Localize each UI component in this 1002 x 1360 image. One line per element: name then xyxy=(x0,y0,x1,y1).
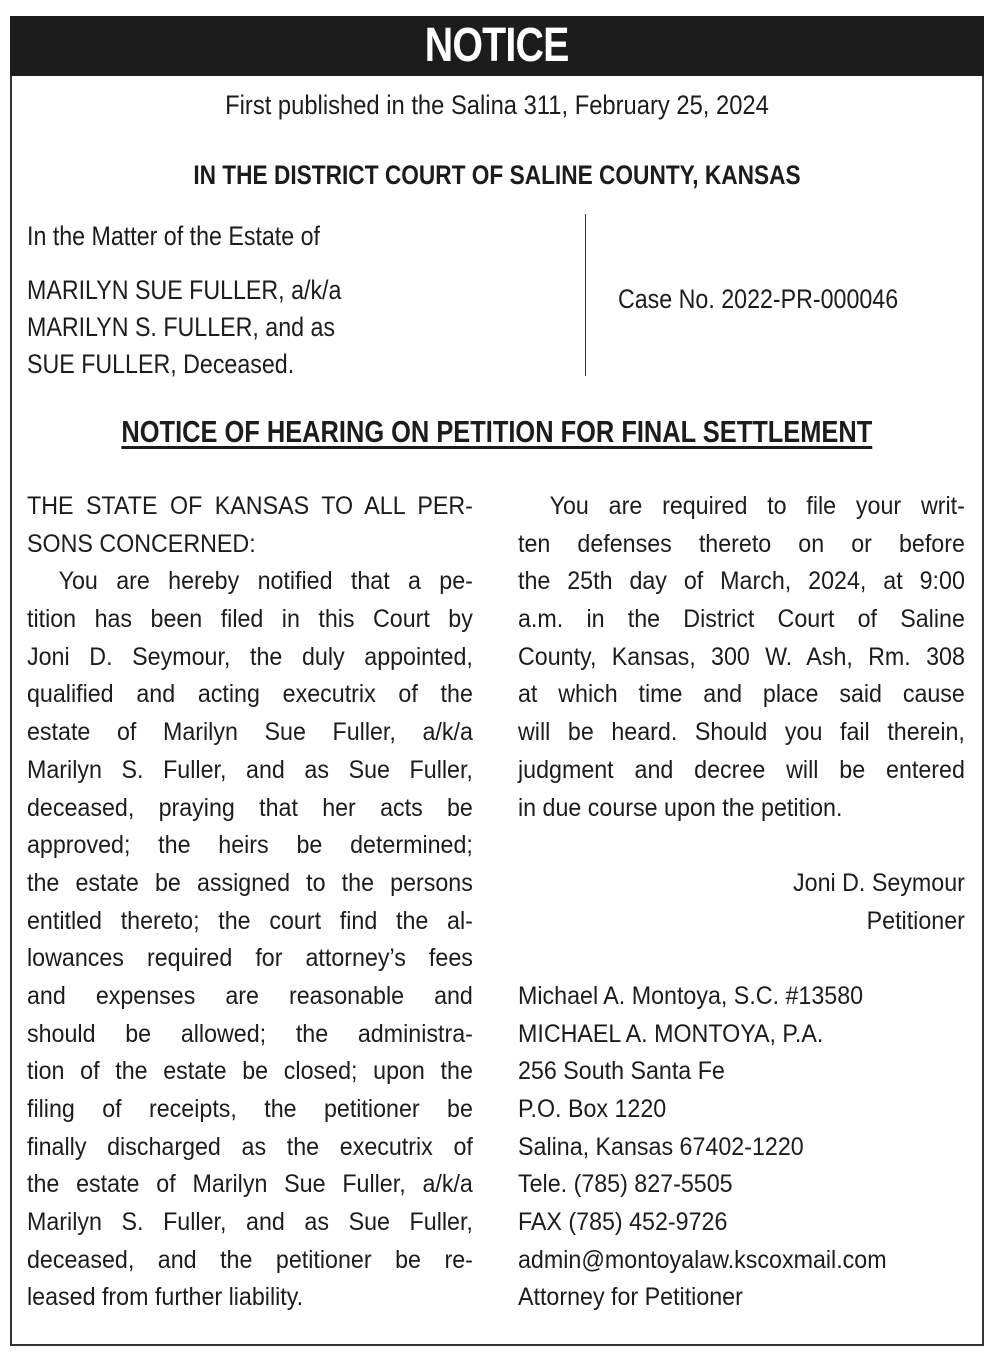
body-line: tition has been filed in this Court by xyxy=(27,605,473,634)
body-line: lowances required for attorney’s fees xyxy=(27,944,473,973)
body-line: Marilyn S. Fuller, and as Sue Fuller, xyxy=(27,1208,473,1237)
body-line: THE STATE OF KANSAS TO ALL PER- xyxy=(27,492,473,520)
body-line: tion of the estate be closed; upon the xyxy=(27,1057,473,1086)
court-heading: IN THE DISTRICT COURT OF SALINE COUNTY, KANSAS xyxy=(193,160,801,190)
attorney-name: Michael A. Montoya, S.C. #13580 xyxy=(518,981,864,1010)
attorney-phone: Tele. (785) 827-5505 xyxy=(518,1170,733,1199)
attorney-po-box: P.O. Box 1220 xyxy=(518,1095,667,1123)
body-line: You are required to file your writ- xyxy=(549,492,965,520)
body-line: the 25th day of March, 2024, at 9:00 xyxy=(518,567,965,596)
body-line: deceased, praying that her acts be xyxy=(27,793,473,822)
body-line: the estate of Marilyn Sue Fuller, a/k/a xyxy=(27,1170,473,1199)
body-line: the estate be assigned to the persons xyxy=(27,868,473,897)
right-column xyxy=(518,488,965,1317)
signature-role: Petitioner xyxy=(866,906,965,935)
body-line: at which time and place said cause xyxy=(518,680,965,709)
notice-title xyxy=(10,414,984,450)
body-line: County, Kansas, 300 W. Ash, Rm. 308 xyxy=(518,642,965,671)
body-line: SONS CONCERNED: xyxy=(27,529,256,558)
attorney-role: Attorney for Petitioner xyxy=(518,1283,743,1312)
body-line: entitled thereto; the court find the al- xyxy=(27,906,473,935)
body-line: finally discharged as the executrix of xyxy=(27,1132,473,1161)
decedent-name-line: MARILYN SUE FULLER, a/k/a xyxy=(27,275,342,305)
body-line: ten defenses thereto on or before xyxy=(518,529,965,558)
body-line: You are hereby notified that a pe- xyxy=(58,567,473,596)
decedent-name-line: MARILYN S. FULLER, and as xyxy=(27,312,336,342)
body-line: filing of receipts, the petitioner be xyxy=(27,1095,473,1123)
body-line: should be allowed; the administra- xyxy=(27,1019,473,1048)
notice-title-text: NOTICE OF HEARING ON PETITION FOR FINAL SETTLEMENT xyxy=(121,414,873,449)
attorney-firm: MICHAEL A. MONTOYA, P.A. xyxy=(518,1019,824,1048)
attorney-city: Salina, Kansas 67402-1220 xyxy=(518,1132,804,1161)
case-caption xyxy=(27,218,341,383)
signature-name: Joni D. Seymour xyxy=(793,868,965,897)
publication-line: First published in the Salina 311, February 25, 2024 xyxy=(225,90,769,120)
body-line: approved; the heirs be determined; xyxy=(27,831,473,860)
body-line: qualified and acting executrix of the xyxy=(27,680,473,709)
body-line: in due course upon the petition. xyxy=(518,793,843,822)
banner-title: NOTICE xyxy=(425,19,569,72)
body-line: deceased, and the petitioner be re- xyxy=(27,1245,473,1274)
attorney-email[interactable]: admin@montoyalaw.kscoxmail.com xyxy=(518,1245,887,1274)
notice-banner xyxy=(10,16,984,76)
body-line: will be heard. Should you fail therein, xyxy=(518,718,965,747)
decedent-name-line: SUE FULLER, Deceased. xyxy=(27,349,295,379)
caption-divider xyxy=(585,214,586,376)
body-line: Joni D. Seymour, the duly appointed, xyxy=(27,642,473,671)
attorney-street: 256 South Santa Fe xyxy=(518,1057,725,1086)
left-column xyxy=(27,488,473,1317)
case-number: Case No. 2022-PR-000046 xyxy=(618,284,899,314)
attorney-fax: FAX (785) 452-9726 xyxy=(518,1208,728,1237)
body-line: Marilyn S. Fuller, and as Sue Fuller, xyxy=(27,755,473,784)
body-line: leased from further liability. xyxy=(27,1283,304,1312)
body-line: and expenses are reasonable and xyxy=(27,981,473,1010)
matter-line: In the Matter of the Estate of xyxy=(27,221,321,251)
body-line: judgment and decree will be entered xyxy=(518,755,965,784)
body-line: a.m. in the District Court of Saline xyxy=(518,605,965,634)
body-line: estate of Marilyn Sue Fuller, a/k/a xyxy=(27,718,473,747)
